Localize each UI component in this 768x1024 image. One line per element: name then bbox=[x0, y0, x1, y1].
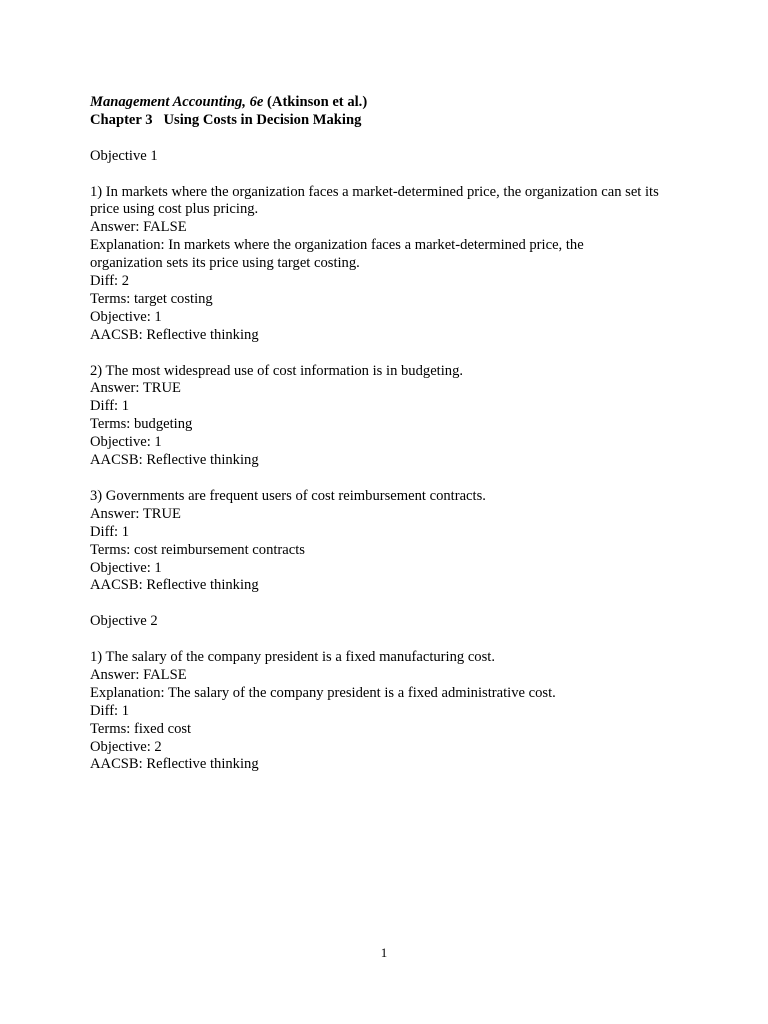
terms-line: Terms: fixed cost bbox=[90, 720, 192, 737]
answer-line: Answer: FALSE bbox=[90, 219, 187, 236]
question-block bbox=[90, 488, 690, 595]
answer-line: Answer: TRUE bbox=[90, 505, 181, 522]
terms-line: Terms: cost reimbursement contracts bbox=[90, 541, 305, 558]
explanation-line: Explanation: In markets where the organization faces a market-determined price, the organization sets its price using target costing. bbox=[90, 237, 584, 272]
book-title: Management Accounting, 6e bbox=[90, 94, 264, 110]
question-block bbox=[90, 649, 690, 774]
question-block bbox=[90, 363, 690, 470]
explanation-line: Explanation: The salary of the company president is a fixed administrative cost. bbox=[90, 684, 556, 701]
book-authors: (Atkinson et al.) bbox=[267, 94, 368, 110]
diff-line: Diff: 1 bbox=[90, 398, 130, 415]
question-text: 3) Governments are frequent users of cost reimbursement contracts. bbox=[90, 487, 486, 504]
answer-line: Answer: TRUE bbox=[90, 380, 181, 397]
aacsb-line: AACSB: Reflective thinking bbox=[90, 452, 259, 469]
diff-line: Diff: 1 bbox=[90, 523, 130, 540]
question-block bbox=[90, 184, 690, 345]
diff-line: Diff: 2 bbox=[90, 273, 130, 290]
book-title-line bbox=[90, 94, 690, 112]
diff-line: Diff: 1 bbox=[90, 702, 130, 719]
objective-line: Objective: 1 bbox=[90, 559, 162, 576]
terms-line: Terms: target costing bbox=[90, 290, 213, 307]
question-text: 1) The salary of the company president is a fixed manufacturing cost. bbox=[90, 649, 495, 665]
question-text: 2) The most widespread use of cost information is in budgeting. bbox=[90, 362, 464, 379]
terms-line: Terms: budgeting bbox=[90, 416, 193, 433]
question-text: 1) In markets where the organization faces a market-determined price, the organization can set its price using cost plus pricing. bbox=[90, 183, 659, 218]
objective-line: Objective: 2 bbox=[90, 738, 162, 755]
document-page bbox=[90, 94, 690, 774]
page-number: 1 bbox=[380, 945, 388, 960]
section-heading: Objective 2 bbox=[90, 613, 158, 630]
section-heading: Objective 1 bbox=[90, 147, 158, 164]
aacsb-line: AACSB: Reflective thinking bbox=[90, 756, 259, 773]
chapter-title: Chapter 3 Using Costs in Decision Making bbox=[90, 111, 362, 128]
objective-line: Objective: 1 bbox=[90, 434, 162, 451]
aacsb-line: AACSB: Reflective thinking bbox=[90, 326, 259, 343]
answer-line: Answer: FALSE bbox=[90, 666, 187, 683]
aacsb-line: AACSB: Reflective thinking bbox=[90, 577, 259, 594]
objective-line: Objective: 1 bbox=[90, 308, 162, 325]
